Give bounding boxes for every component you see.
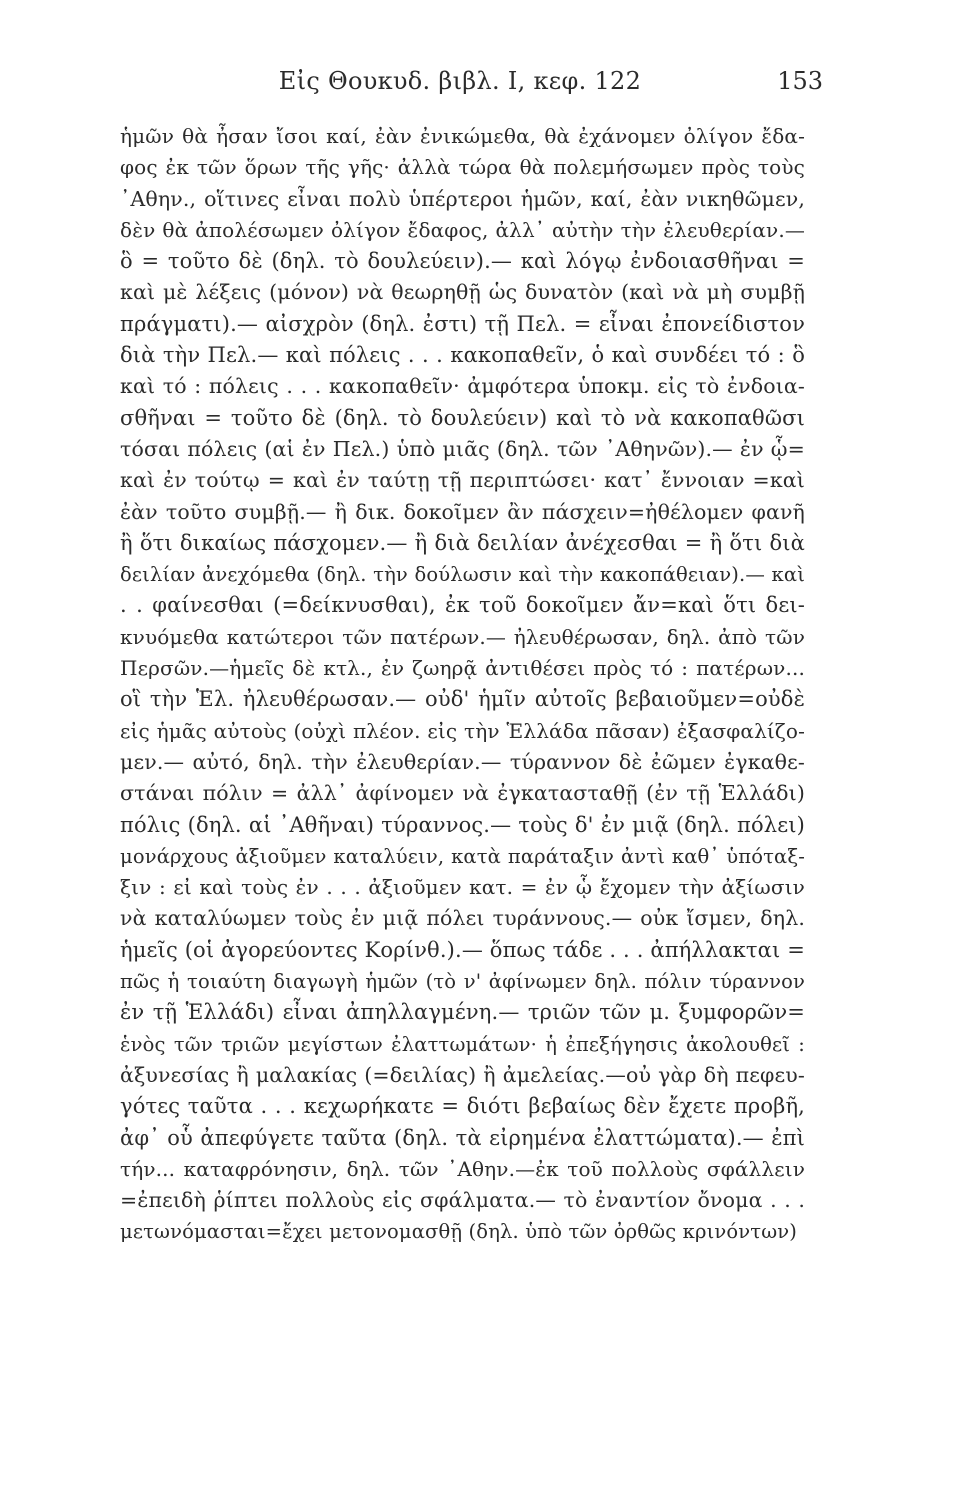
text-line: μετωνόμασται=ἔχει μετονομασθῇ (δηλ. ὑπὸ τῶν ὀρθῶς κρινόντων) [120,1220,798,1244]
page-number: 153 [777,67,823,95]
text-line: διὰ τὴν Πελ.— καὶ πόλεις . . . κακοπαθεῖν, ὁ καὶ συνδέει τό : ὃ [120,343,805,368]
text-line: οἳ τὴν Ἑλ. ἠλευθέρωσαν.— οὐδ' ἡμῖν αὐτοῖς βεβαιοῦμεν=οὐδὲ [120,687,805,712]
text-line: στάναι πόλιν = ἀλλ᾿ ἀφίνομεν νὰ ἐγκατασταθῇ (ἐν τῇ Ἑλλάδι) [120,781,805,806]
text-line: ἡμεῖς (οἱ ἀγορεύοντες Κορίνθ.).— ὅπως τάδε . . . ἀπήλλακται = [120,937,805,962]
text-line: πόλις (δηλ. αἱ ᾿Αθῆναι) τύραννος.— τοὺς δ' ἐν μιᾷ (δηλ. πόλει) [120,812,805,837]
text-line: ᾿Αθην., οἵτινες εἶναι πολὺ ὑπέρτεροι ἡμῶν, καί, ἐὰν νικηθῶμεν, [120,186,805,211]
text-line: πῶς ἡ τοιαύτη διαγωγὴ ἡμῶν (τὸ ν' ἀφίνωμεν δηλ. πόλιν τύραννον [120,970,805,994]
commentary-text [120,121,805,1248]
text-line: δειλίαν ἀνεχόμεθα (δηλ. τὴν δούλωσιν καὶ τὴν κακοπάθειαν).— καὶ [120,563,805,587]
text-line: δὲν θὰ ἀπολέσωμεν ὀλίγον ἔδαφος, ἀλλ᾿ αὐτὴν τὴν ἐλευθερίαν.— [120,217,805,242]
text-line: ἡμῶν θὰ ἦσαν ἴσοι καί, ἐὰν ἐνικώμεθα, θὰ ἐχάνομεν ὀλίγον ἔδα- [120,124,805,148]
text-line: καὶ τό : πόλεις . . . κακοπαθεῖν· ἀμφότερα ὑποκμ. εἰς τὸ ἐνδοια- [120,374,805,399]
text-line: ὃ = τοῦτο δὲ (δηλ. τὸ δουλεύειν).— καὶ λόγῳ ἐνδοιασθῆναι = [120,249,805,274]
text-line: πράγματι).— αἰσχρὸν (δηλ. ἐστι) τῇ Πελ. = εἶναι ἐπονείδιστον [120,311,805,336]
text-line: ἀξυνεσίας ἢ μαλακίας (=δειλίας) ἢ ἀμελείας.—οὐ γὰρ δὴ πεφευ- [120,1062,805,1087]
text-line: ἐν τῇ Ἑλλάδι) εἶναι ἀπηλλαγμένη.— τριῶν τῶν μ. ξυμφορῶν= [120,1000,805,1025]
text-line: γότες ταῦτα . . . κεχωρήκατε = διότι βεβαίως δὲν ἔχετε προβῆ, [120,1094,805,1119]
text-line: ἑνὸς τῶν τριῶν μεγίστων ἐλαττωμάτων· ἡ ἐπεξήγησις ἀκολουθεῖ : [120,1032,805,1056]
text-line: κνυόμεθα κατώτεροι τῶν πατέρων.— ἠλευθέρωσαν, δηλ. ἀπὸ τῶν [120,624,805,649]
text-line: Περσῶν.—ἡμεῖς δὲ κτλ., ἐν ζωηρᾷ ἀντιθέσει πρὸς τό : πατέρων... [120,656,805,681]
text-line: ἐὰν τοῦτο συμβῇ.— ἢ δικ. δοκοῖμεν ἂν πάσχειν=ἠθέλομεν φανῆ [120,499,805,524]
text-line: . . φαίνεσθαι (=δείκνυσθαι), ἐκ τοῦ δοκοῖμεν ἄν=καὶ ὅτι δει- [120,593,805,618]
text-line: ἢ ὅτι δικαίως πάσχομεν.— ἢ διὰ δειλίαν ἀνέχεσθαι = ἢ ὅτι διὰ [120,530,805,555]
running-title: Εἰς Θουκυδ. βιβλ. Ι, κεφ. 122 [278,67,642,95]
text-line: νὰ καταλύωμεν τοὺς ἐν μιᾷ πόλει τυράννους.— οὐκ ἴσμεν, δηλ. [120,906,805,931]
text-line: τόσαι πόλεις (αἱ ἐν Πελ.) ὑπὸ μιᾶς (δηλ. τῶν ᾿Αθηνῶν).— ἐν ᾧ= [120,436,805,461]
text-line: μονάρχους ἀξιοῦμεν καταλύειν, κατὰ παράταξιν ἀντὶ καθ᾿ ὑπόταξ- [120,844,805,868]
text-line: ξιν : εἰ καὶ τοὺς ἐν . . . ἀξιοῦμεν κατ. = ἐν ᾧ ἔχομεν τὴν ἀξίωσιν [120,875,805,900]
running-head [120,64,823,98]
text-line: μεν.— αὐτό, δηλ. τὴν ἐλευθερίαν.— τύραννον δὲ ἐῶμεν ἐγκαθε- [120,749,805,774]
text-line: ἀφ᾿ οὗ ἀπεφύγετε ταῦτα (δηλ. τὰ εἰρημένα ἐλαττώματα).— ἐπὶ [120,1125,805,1150]
text-line: καὶ ἐν τούτῳ = καὶ ἐν ταύτῃ τῇ περιπτώσει· κατ᾿ ἔννοιαν =καὶ [120,468,805,493]
text-line: σθῆναι = τοῦτο δὲ (δηλ. τὸ δουλεύειν) καὶ τὸ νὰ κακοπαθῶσι [120,405,805,430]
text-line: φος ἐκ τῶν ὅρων τῆς γῆς· ἀλλὰ τώρα θὰ πολεμήσωμεν πρὸς τοὺς [120,155,805,180]
text-line: εἰς ἡμᾶς αὐτοὺς (οὐχὶ πλέον. εἰς τὴν Ἑλλάδα πᾶσαν) ἐξασφαλίζο- [120,718,805,743]
text-line: τήν... καταφρόνησιν, δηλ. τῶν ᾿Αθην.—ἐκ τοῦ πολλοὺς σφάλλειν [120,1156,805,1181]
text-line: =ἐπειδὴ ῥίπτει πολλοὺς εἰς σφάλματα.— τὸ ἐναντίον ὄνομα . . . [120,1188,805,1213]
text-line: καὶ μὲ λέξεις (μόνον) νὰ θεωρηθῇ ὡς δυνατὸν (καὶ νὰ μὴ συμβῇ [120,280,805,305]
